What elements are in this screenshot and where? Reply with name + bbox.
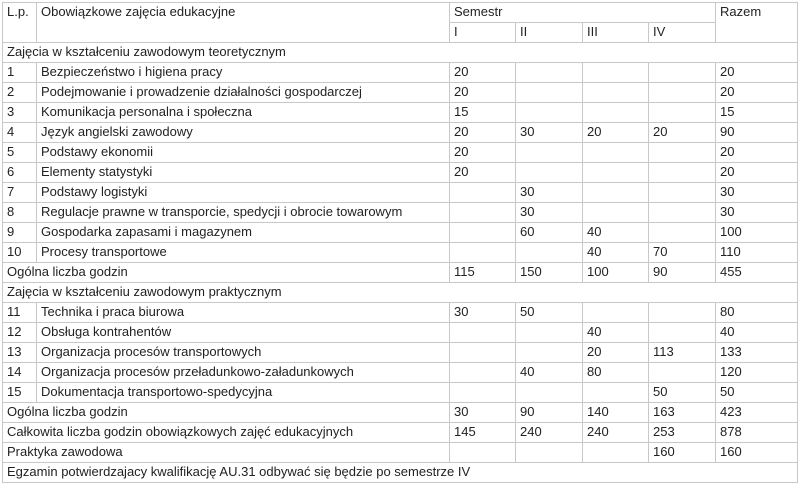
- subtotal-s1: 30: [450, 403, 516, 423]
- row-s2: [516, 343, 583, 363]
- row-s3: [583, 83, 649, 103]
- row-lp: 10: [3, 243, 37, 263]
- row-lp: 7: [3, 183, 37, 203]
- grand-total-s4: 253: [649, 423, 716, 443]
- subtotal-label: Ogólna liczba godzin: [3, 263, 450, 283]
- row-lp: 12: [3, 323, 37, 343]
- table-row: [3, 143, 798, 163]
- row-s2: 30: [516, 203, 583, 223]
- grand-total-row: [3, 423, 798, 443]
- section-row-theory: [3, 43, 798, 63]
- grand-total-total: 878: [716, 423, 798, 443]
- subtotal-s1: 115: [450, 263, 516, 283]
- subtotal-row-practice: [3, 403, 798, 423]
- row-s1: 15: [450, 103, 516, 123]
- row-s4: [649, 83, 716, 103]
- subtotal-total: 455: [716, 263, 798, 283]
- row-s3: 40: [583, 243, 649, 263]
- row-s1: 20: [450, 123, 516, 143]
- row-s3: 40: [583, 323, 649, 343]
- row-s2: [516, 323, 583, 343]
- row-s4: [649, 363, 716, 383]
- header-semester-3: III: [583, 23, 649, 43]
- header-total: Razem: [716, 3, 798, 43]
- row-s4: 70: [649, 243, 716, 263]
- row-total: 90: [716, 123, 798, 143]
- row-lp: 14: [3, 363, 37, 383]
- row-subject: Dokumentacja transportowo-spedycyjna: [37, 383, 450, 403]
- table-row: [3, 383, 798, 403]
- subtotal-s3: 100: [583, 263, 649, 283]
- row-s1: [450, 343, 516, 363]
- internship-s2: [516, 443, 583, 463]
- grand-total-s2: 240: [516, 423, 583, 443]
- internship-total: 160: [716, 443, 798, 463]
- row-s3: [583, 183, 649, 203]
- table-row: [3, 243, 798, 263]
- row-s3: [583, 63, 649, 83]
- header-semester: Semestr: [450, 3, 716, 23]
- row-total: 30: [716, 203, 798, 223]
- row-lp: 15: [3, 383, 37, 403]
- row-total: 20: [716, 143, 798, 163]
- row-total: 133: [716, 343, 798, 363]
- subtotal-row-theory: [3, 263, 798, 283]
- header-lp: L.p.: [3, 3, 37, 43]
- row-s1: 20: [450, 163, 516, 183]
- row-subject: Elementy statystyki: [37, 163, 450, 183]
- subtotal-s4: 90: [649, 263, 716, 283]
- row-total: 30: [716, 183, 798, 203]
- exam-note: Egzamin potwierdzajacy kwalifikację AU.31 odbywać się będzie po semestrze IV: [3, 463, 798, 483]
- row-subject: Organizacja procesów przeładunkowo-załadunkowych: [37, 363, 450, 383]
- internship-s4: 160: [649, 443, 716, 463]
- table-row: [3, 343, 798, 363]
- row-lp: 13: [3, 343, 37, 363]
- table-row: [3, 323, 798, 343]
- table-row: [3, 303, 798, 323]
- row-s2: 60: [516, 223, 583, 243]
- row-s1: 20: [450, 83, 516, 103]
- row-s3: 20: [583, 343, 649, 363]
- row-total: 20: [716, 63, 798, 83]
- row-lp: 8: [3, 203, 37, 223]
- row-s4: [649, 183, 716, 203]
- row-s4: [649, 63, 716, 83]
- table-row: [3, 203, 798, 223]
- row-s2: [516, 383, 583, 403]
- row-s1: [450, 243, 516, 263]
- row-lp: 5: [3, 143, 37, 163]
- row-s4: [649, 143, 716, 163]
- header-semester-4: IV: [649, 23, 716, 43]
- row-subject: Język angielski zawodowy: [37, 123, 450, 143]
- internship-row: [3, 443, 798, 463]
- row-s3: 40: [583, 223, 649, 243]
- row-subject: Gospodarka zapasami i magazynem: [37, 223, 450, 243]
- row-total: 15: [716, 103, 798, 123]
- header-row: [3, 3, 798, 23]
- grand-total-s1: 145: [450, 423, 516, 443]
- row-lp: 1: [3, 63, 37, 83]
- table-row: [3, 163, 798, 183]
- subtotal-s3: 140: [583, 403, 649, 423]
- row-s4: [649, 223, 716, 243]
- row-s3: [583, 303, 649, 323]
- row-s4: 50: [649, 383, 716, 403]
- row-lp: 3: [3, 103, 37, 123]
- row-s4: [649, 303, 716, 323]
- table-row: [3, 123, 798, 143]
- row-s1: [450, 223, 516, 243]
- row-s4: 113: [649, 343, 716, 363]
- row-s3: [583, 203, 649, 223]
- section-title-theory: Zajęcia w kształceniu zawodowym teoretycznym: [3, 43, 798, 63]
- row-s2: 40: [516, 363, 583, 383]
- internship-s3: [583, 443, 649, 463]
- row-total: 40: [716, 323, 798, 343]
- table-row: [3, 63, 798, 83]
- row-s1: [450, 363, 516, 383]
- grand-total-label: Całkowita liczba godzin obowiązkowych zajęć edukacyjnych: [3, 423, 450, 443]
- row-s3: 80: [583, 363, 649, 383]
- row-subject: Komunikacja personalna i społeczna: [37, 103, 450, 123]
- table-row: [3, 363, 798, 383]
- subtotal-s2: 150: [516, 263, 583, 283]
- row-s4: [649, 103, 716, 123]
- row-s3: [583, 143, 649, 163]
- internship-s1: [450, 443, 516, 463]
- row-s2: [516, 143, 583, 163]
- row-subject: Procesy transportowe: [37, 243, 450, 263]
- row-lp: 2: [3, 83, 37, 103]
- row-s2: [516, 83, 583, 103]
- header-subject: Obowiązkowe zajęcia edukacyjne: [37, 3, 450, 43]
- row-s1: 20: [450, 143, 516, 163]
- row-lp: 9: [3, 223, 37, 243]
- row-total: 120: [716, 363, 798, 383]
- row-subject: Bezpieczeństwo i higiena pracy: [37, 63, 450, 83]
- table-row: [3, 223, 798, 243]
- table-row: [3, 183, 798, 203]
- row-subject: Podejmowanie i prowadzenie działalności gospodarczej: [37, 83, 450, 103]
- row-s3: [583, 103, 649, 123]
- row-s2: 50: [516, 303, 583, 323]
- row-s2: [516, 63, 583, 83]
- header-semester-1: I: [450, 23, 516, 43]
- subtotal-s4: 163: [649, 403, 716, 423]
- row-s4: [649, 203, 716, 223]
- row-total: 110: [716, 243, 798, 263]
- curriculum-table: [2, 2, 798, 483]
- header-semester-2: II: [516, 23, 583, 43]
- row-s3: [583, 383, 649, 403]
- row-s4: [649, 163, 716, 183]
- exam-note-row: [3, 463, 798, 483]
- row-total: 80: [716, 303, 798, 323]
- row-s4: 20: [649, 123, 716, 143]
- row-s1: [450, 183, 516, 203]
- row-s1: [450, 383, 516, 403]
- row-s2: [516, 163, 583, 183]
- row-s2: 30: [516, 183, 583, 203]
- section-title-practice: Zajęcia w kształceniu zawodowym praktycznym: [3, 283, 798, 303]
- subtotal-total: 423: [716, 403, 798, 423]
- row-subject: Podstawy ekonomii: [37, 143, 450, 163]
- row-lp: 4: [3, 123, 37, 143]
- row-s4: [649, 323, 716, 343]
- table-row: [3, 103, 798, 123]
- row-s2: 30: [516, 123, 583, 143]
- row-s1: 30: [450, 303, 516, 323]
- internship-label: Praktyka zawodowa: [3, 443, 450, 463]
- row-subject: Organizacja procesów transportowych: [37, 343, 450, 363]
- row-total: 50: [716, 383, 798, 403]
- row-total: 20: [716, 83, 798, 103]
- row-s1: [450, 323, 516, 343]
- row-s1: [450, 203, 516, 223]
- row-lp: 11: [3, 303, 37, 323]
- row-subject: Obsługa kontrahentów: [37, 323, 450, 343]
- subtotal-label: Ogólna liczba godzin: [3, 403, 450, 423]
- row-subject: Regulacje prawne w transporcie, spedycji i obrocie towarowym: [37, 203, 450, 223]
- subtotal-s2: 90: [516, 403, 583, 423]
- row-s2: [516, 103, 583, 123]
- table-row: [3, 83, 798, 103]
- row-total: 100: [716, 223, 798, 243]
- row-lp: 6: [3, 163, 37, 183]
- row-subject: Technika i praca biurowa: [37, 303, 450, 323]
- grand-total-s3: 240: [583, 423, 649, 443]
- row-s3: [583, 163, 649, 183]
- row-s3: 20: [583, 123, 649, 143]
- section-row-practice: [3, 283, 798, 303]
- row-s2: [516, 243, 583, 263]
- row-s1: 20: [450, 63, 516, 83]
- row-total: 20: [716, 163, 798, 183]
- row-subject: Podstawy logistyki: [37, 183, 450, 203]
